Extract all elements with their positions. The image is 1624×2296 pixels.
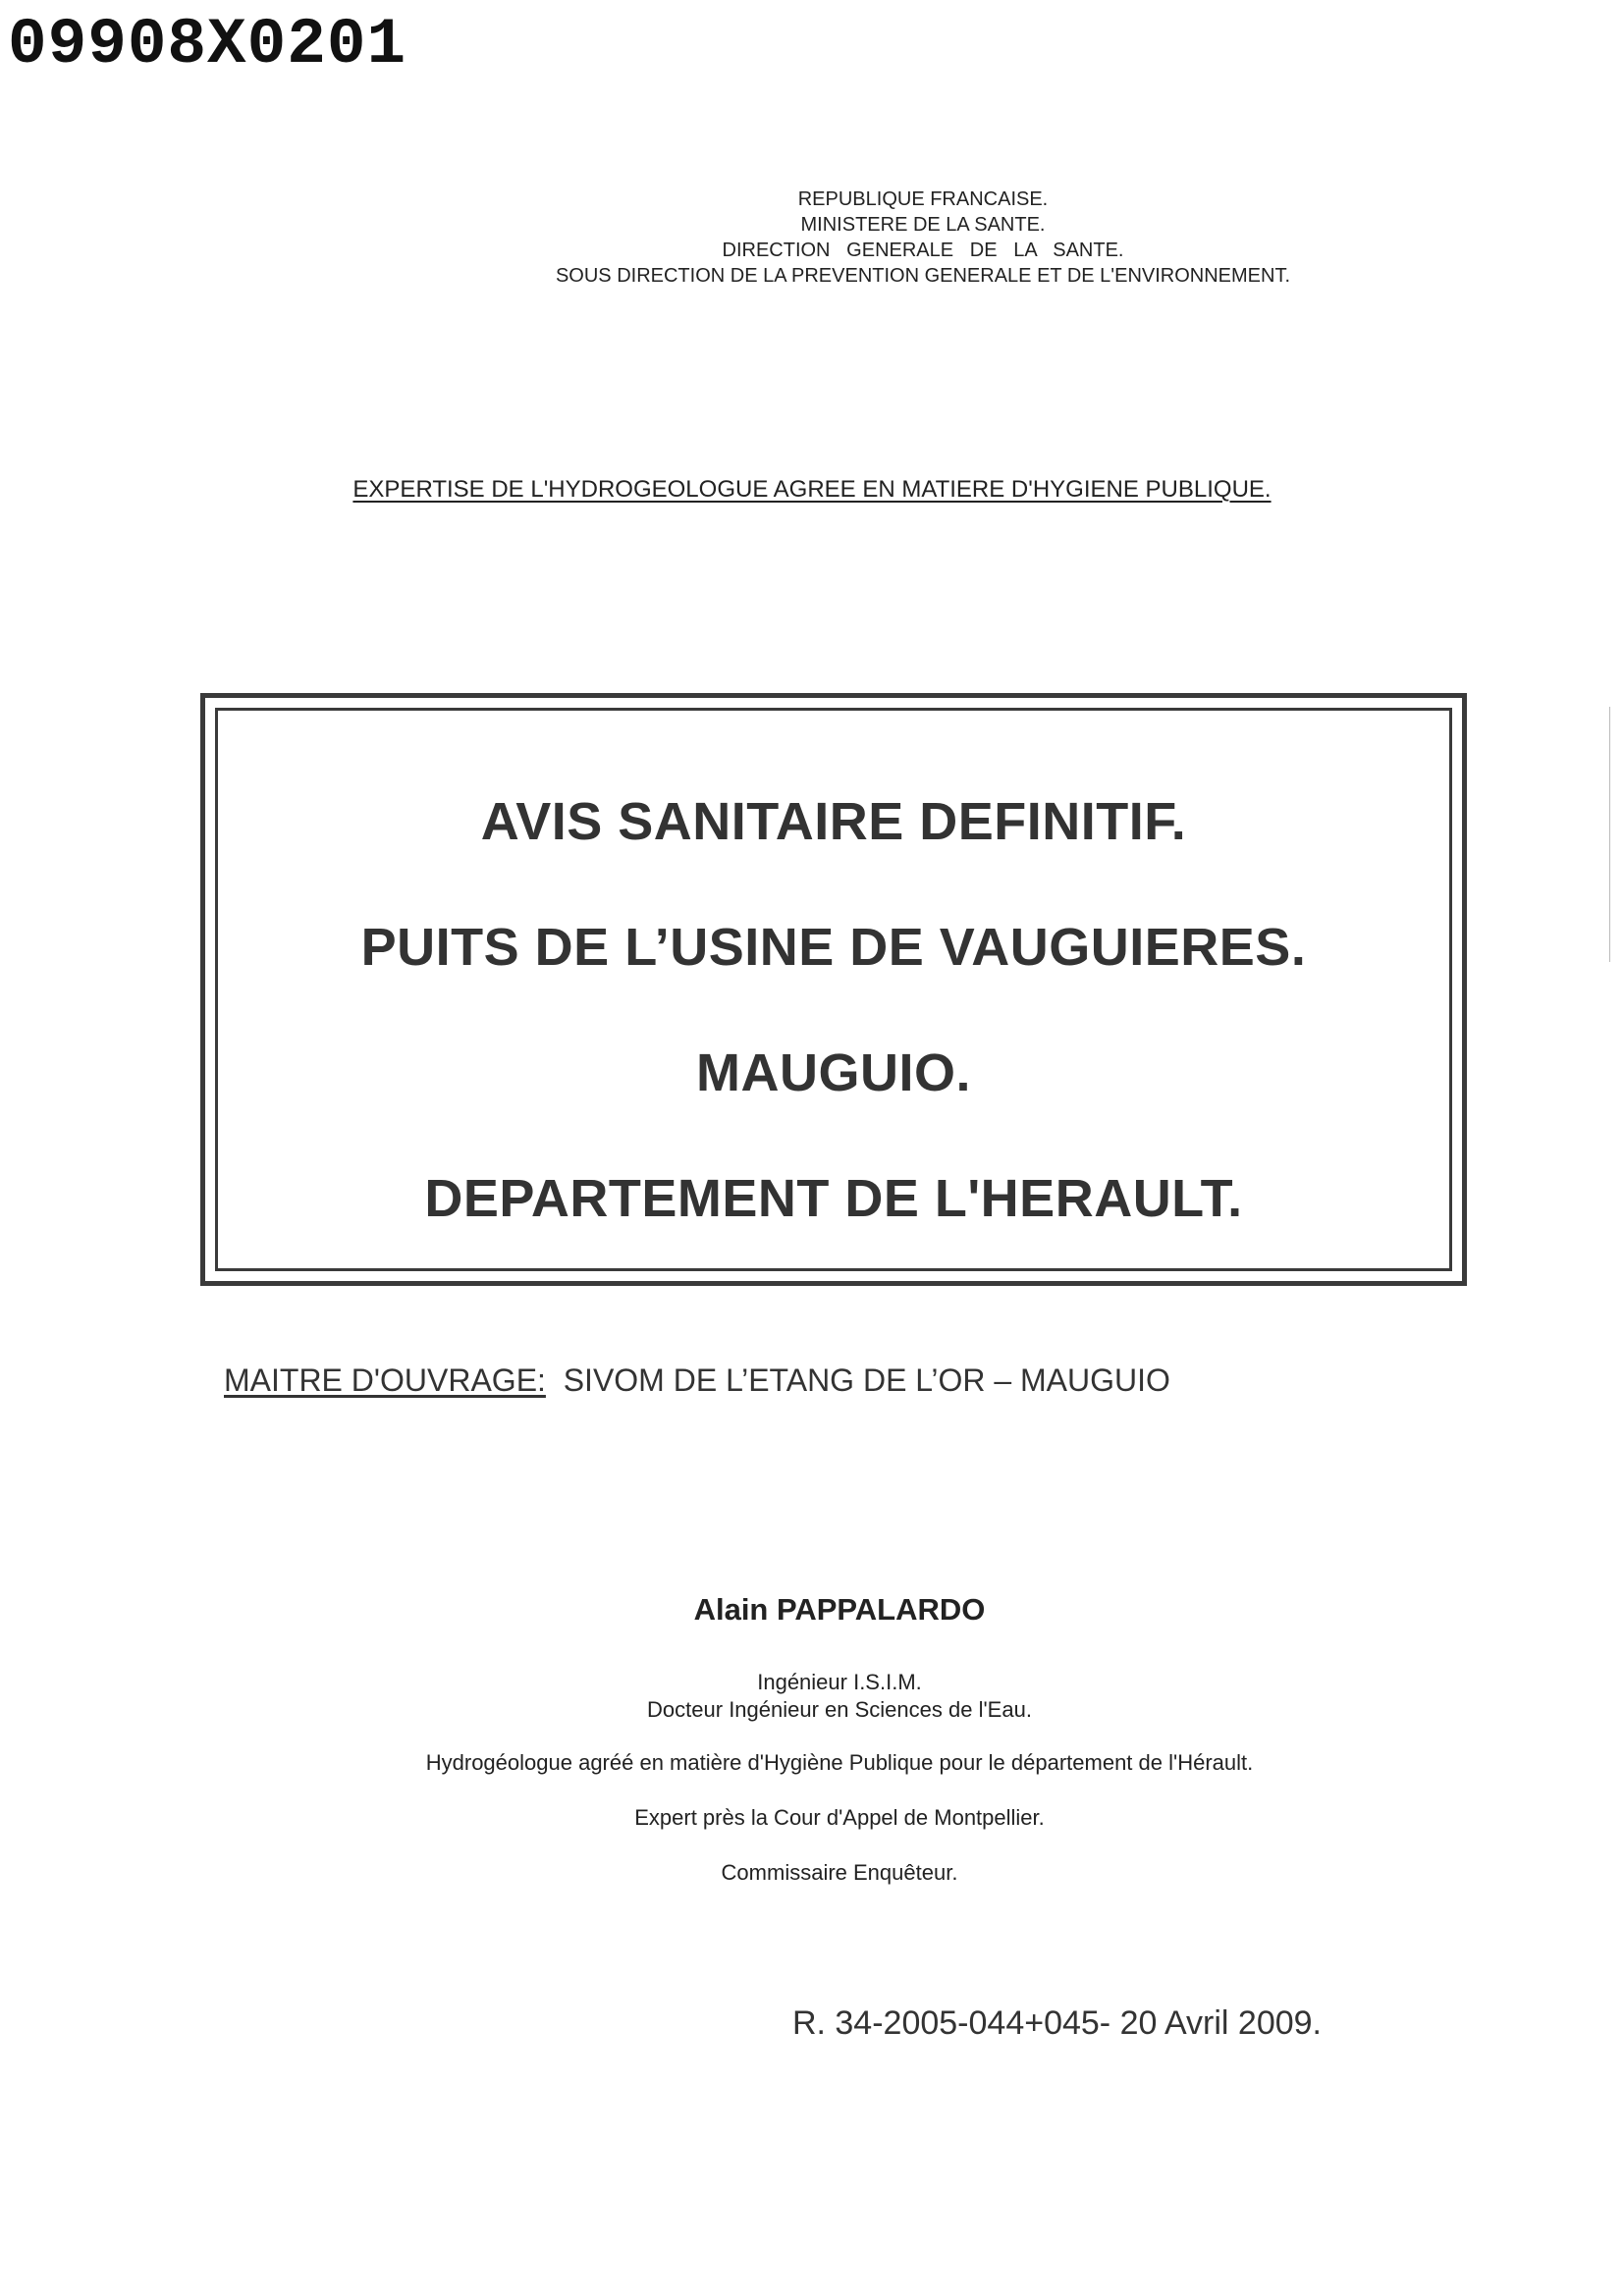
title-puits-usine: PUITS DE L’USINE DE VAUGUIERES.	[360, 918, 1307, 977]
credential-engineer: Ingénieur I.S.I.M.	[757, 1670, 922, 1694]
credential-commissioner: Commissaire Enquêteur.	[721, 1860, 958, 1885]
expertise-heading: EXPERTISE DE L'HYDROGEOLOGUE AGREE EN MATIERE D'HYGIENE PUBLIQUE.	[352, 476, 1272, 503]
credential-doctor: Docteur Ingénieur en Sciences de l'Eau.	[647, 1697, 1032, 1722]
title-mauguio: MAUGUIO.	[696, 1043, 971, 1102]
title-avis-sanitaire: AVIS SANITAIRE DEFINITIF.	[480, 792, 1187, 851]
ministry-line-subdirection: SOUS DIRECTION DE LA PREVENTION GENERALE ET DE L'ENVIRONNEMENT.	[555, 265, 1291, 287]
ministry-header	[481, 187, 1365, 289]
expertise-heading-row	[0, 475, 1624, 505]
credential-court-expert: Expert près la Cour d'Appel de Montpellier.	[634, 1805, 1045, 1830]
ministry-line-ministry: MINISTERE DE LA SANTE.	[800, 214, 1046, 236]
ministry-line-republic: REPUBLIQUE FRANCAISE.	[797, 188, 1049, 210]
title-departement: DEPARTEMENT DE L'HERAULT.	[424, 1169, 1243, 1228]
report-reference: R. 34-2005-044+045- 20 Avril 2009.	[791, 2004, 1322, 2042]
project-owner	[224, 1361, 1170, 1400]
scan-margin-mark	[1609, 707, 1610, 962]
title-box	[200, 693, 1467, 1286]
ministry-line-direction: DIRECTION GENERALE DE LA SANTE.	[722, 240, 1124, 261]
owner-value: SIVOM DE L’ETANG DE L’OR – MAUGUIO	[563, 1362, 1170, 1398]
owner-label: MAITRE D'OUVRAGE:	[224, 1362, 546, 1398]
document-code: 09908X0201	[8, 8, 407, 81]
author-name: Alain PAPPALARDO	[693, 1592, 986, 1627]
credential-hydrogeologist: Hydrogéologue agréé en matière d'Hygiène Publique pour le département de l'Hérault.	[425, 1750, 1254, 1775]
